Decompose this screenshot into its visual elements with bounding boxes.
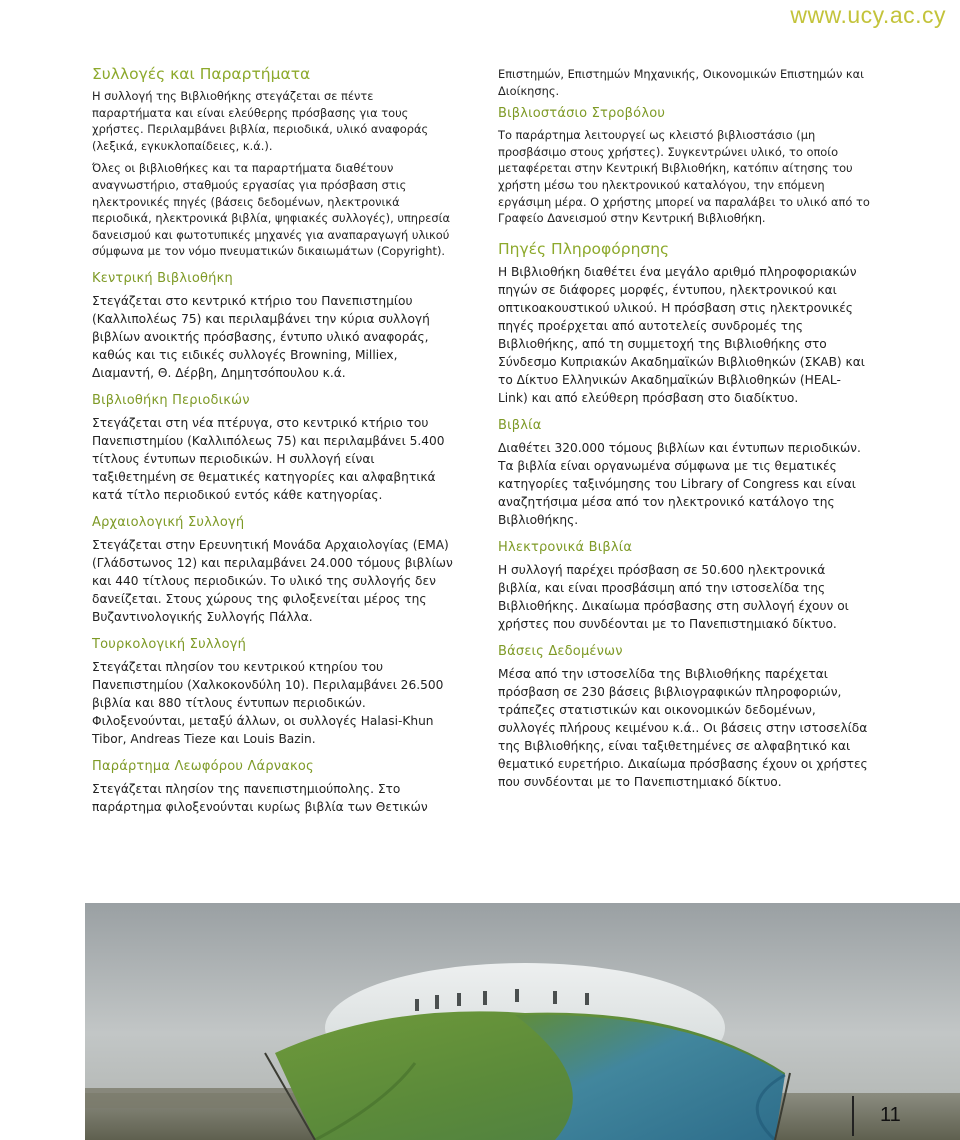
website-url: www.ucy.ac.cy [790,2,946,28]
turkish-collection-text-1: Στεγάζεται πλησίον του κεντρικού κτηρίου του Πανεπιστημίου (Χαλκοκονδύλη 10). Περιλαμβάνει 26.500 βιβλία και 880 τίτλους έντυπων περιοδικών. [92,659,444,710]
databases-title: Βάσεις Δεδομένων [498,643,623,659]
right-column [498,66,870,797]
ebooks-title: Ηλεκτρονικά Βιβλία [498,539,633,555]
page-number-divider [852,1096,854,1136]
intro-paragraph-2: Όλες οι βιβλιοθήκες και τα παραρτήματα διαθέτουν αναγνωστήριο, σταθμούς εργασίας για πρόσβαση στις ηλεκτρονικές πηγές (βάσεις δεδομένων, ηλεκτρονικά περιοδικά, ηλεκτρονικά βιβλία, ψηφιακές συλλογές), υπηρεσία δανεισμού και φωτοτυπικές μηχανές για αναπαραγωγή υλικού σύμφωνα με τον νόμο πνευματικών δικαιωμάτων (Copyright). [92,161,450,259]
info-sources-text: Η Βιβλιοθήκη διαθέτει ένα μεγάλο αριθμό πληροφοριακών πηγών σε διάφορες μορφές, έντυπου, ηλεκτρονικού και οπτικοακουστικού υλικού. Η πρόσβαση στις ηλεκτρονικές πηγές προέρχεται από αυτοτελείς συνδρομές της Βιβλιοθήκης, από τη συμμετοχή της Βιβλιοθήκης στο Σύνδεσμο Κυπριακών Ακαδημαϊκών Βιβλιοθηκών (ΣΚΑΒ) και το Δίκτυο Ελληνικών Ακαδημαϊκών Βιβλιοθηκών (HEAL-Link) και από ελεύθερη πρόσβαση στο διαδίκτυο. [498,264,865,405]
archaeological-collection-text: Στεγάζεται στην Ερευνητική Μονάδα Αρχαιολογίας (ΕΜΑ) (Γλάδστωνος 12) και περιλαμβάνει 24.000 τόμους βιβλίων και 440 τίτλους περιοδικών. Το υλικό της συλλογής δεν δανείζεται. Στους χώρους της φιλοξενείται μέρος της Βυζαντινολογικής Συλλογής Πάλλα. [92,537,453,624]
archaeological-collection-title: Αρχαιολογική Συλλογή [92,514,245,530]
strovolos-store-title: Βιβλιοστάσιο Στροβόλου [498,106,666,122]
central-library-title: Κεντρική Βιβλιοθήκη [92,270,233,286]
library-building-photo [85,903,960,1140]
section-heading-collections: Συλλογές και Παραρτήματα [92,65,311,83]
strovolos-store-text: Το παράρτημα λειτουργεί ως κλειστό βιβλιοστάσιο (μη προσβάσιμο στους χρήστες). Συγκεντρώνει υλικό, το οποίο μεταφέρεται στην Κεντρική Βιβλιοθήκη, κατόπιν αίτησης του χρήστη μέσω του ηλεκτρονικού καταλόγου, την επόμενη εργάσιμη μέρα. Ο χρήστης μπορεί να παραλάβει το υλικό από το Γραφείο Δανεισμού στην Κεντρική Βιβλιοθήκη. [498,128,870,226]
periodicals-library-title: Βιβλιοθήκη Περιοδικών [92,392,250,408]
turkish-collection-title: Τουρκολογική Συλλογή [92,636,247,652]
intro-paragraph-1: Η συλλογή της Βιβλιοθήκης στεγάζεται σε πέντε παραρτήματα και είναι ελεύθερης πρόσβασης για τους χρήστες. Περιλαμβάνει βιβλία, περιοδικά, υλικό αναφοράς (λεξικά, εγκυκλοπαίδειες, κ.ά.). [92,89,429,153]
section-heading-info-sources: Πηγές Πληροφόρησης [498,239,670,258]
turkish-collection-text-2: Φιλοξενούνται, μεταξύ άλλων, οι συλλογές Halasi-Khun Tibor, Andreas Tieze και Louis Bazin. [92,713,434,746]
left-column [92,64,454,822]
central-library-text: Στεγάζεται στο κεντρικό κτήριο του Πανεπιστημίου (Καλλιπολέως 75) και περιλαμβάνει την κύρια συλλογή βιβλίων ανοικτής πρόσβασης, έντυπο υλικό αναφοράς, καθώς και τις ειδικές συλλογές Browning, Milliex, Διαμαντή, Θ. Δέρβη, Δημητσόπουλου κ.ά. [92,293,430,380]
databases-text: Μέσα από την ιστοσελίδα της Βιβλιοθήκης παρέχεται πρόσβαση σε 230 βάσεις βιβλιογραφικών πληροφοριών, τράπεζες στατιστικών και οικονομικών δεδομένων, συλλογές πλήρους κειμένου κ.ά.. Οι βάσεις στην ιστοσελίδα της Βιβλιοθήκης, είναι ταξιθετημένες σε αλφαβητικό και θεματικό ευρετήριο. Δικαίωμα πρόσβασης έχουν οι χρήστες που συνδέονται με το Πανεπιστημιακό δίκτυο. [498,666,868,789]
books-text: Διαθέτει 320.000 τόμους βιβλίων και έντυπων περιοδικών. Τα βιβλία είναι οργανωμένα σύμφωνα με τις θεματικές κατηγορίες ταξινόμησης του Library of Congress και είναι αναζητήσιμα μέσα από τον ηλεκτρονικό κατάλογο της Βιβλιοθήκης. [498,440,861,527]
larnakos-branch-title: Παράρτημα Λεωφόρου Λάρνακος [92,758,314,774]
periodicals-library-text: Στεγάζεται στη νέα πτέρυγα, στο κεντρικό κτήριο του Πανεπιστημίου (Καλλιπόλεως 75) και περιλαμβάνει 5.400 τίτλους έντυπων περιοδικών. Η συλλογή είναι ταξιθετημένη σε θεματικές κατηγορίες και αλφαβητικά κατά τίτλο περιοδικού εντός κάθε κατηγορίας. [92,415,445,502]
page-number: 11 [880,1104,901,1126]
larnakos-branch-text: Στεγάζεται πλησίον της πανεπιστημιούπολης. Στο παράρτημα φιλοξενούνται κυρίως βιβλία των Θετικών [92,781,428,814]
ebooks-text: Η συλλογή παρέχει πρόσβαση σε 50.600 ηλεκτρονικά βιβλία, και είναι προσβάσιμη από την ιστοσελίδα της Βιβλιοθήκης. Δικαίωμα πρόσβασης στη συλλογή έχουν οι χρήστες που συνδέονται με το Πανεπιστημιακό δίκτυο. [498,562,849,631]
books-title: Βιβλία [498,417,542,433]
continued-text: Επιστημών, Επιστημών Μηχανικής, Οικονομικών Επιστημών και Διοίκησης. [498,67,865,98]
